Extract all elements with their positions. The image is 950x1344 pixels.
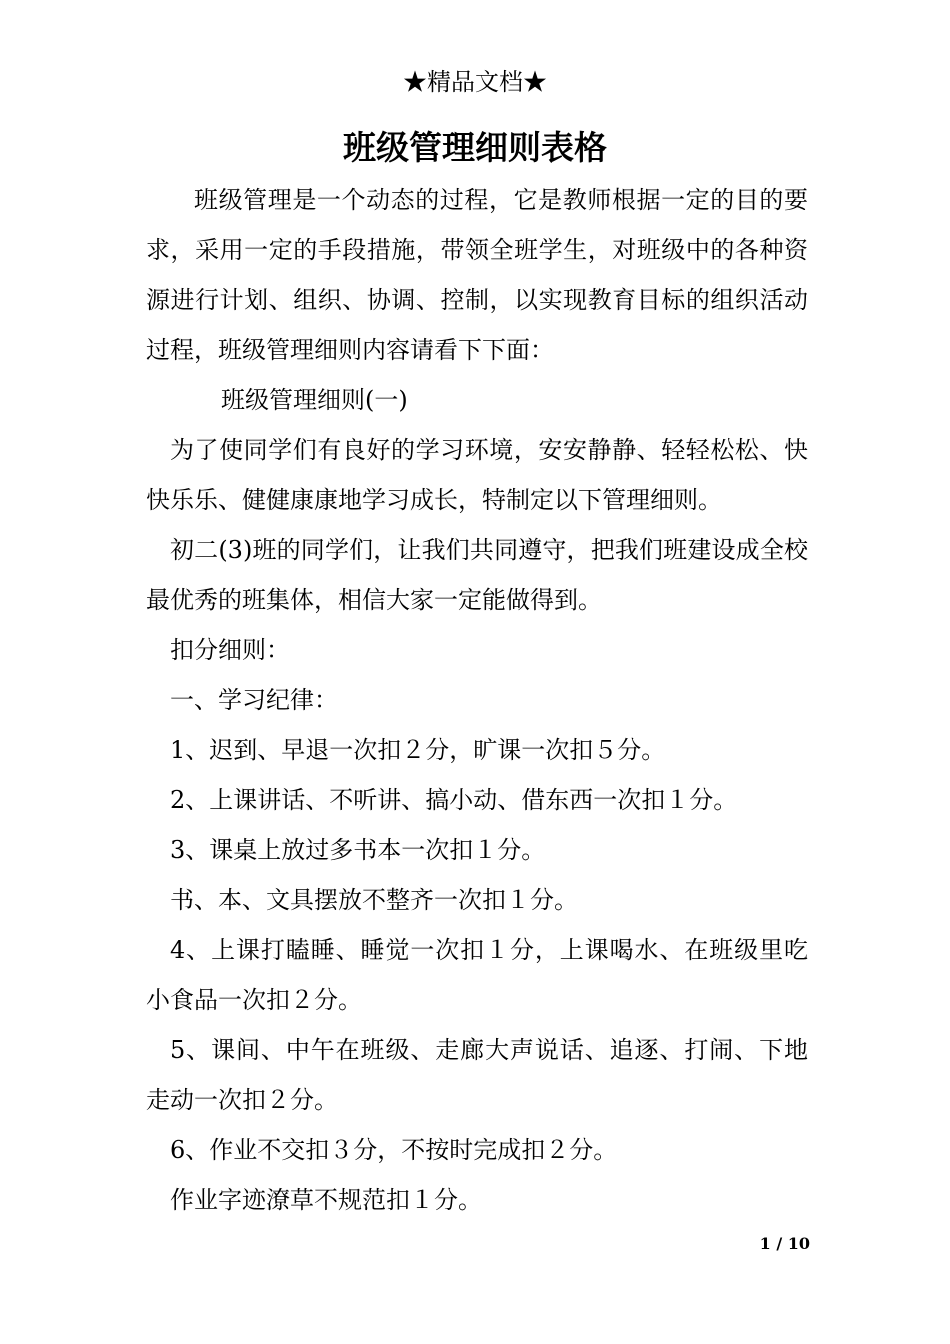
rule-item-5: 5、课间、中午在班级、走廊大声说话、追逐、打闹、下地走动一次扣２分。 — [146, 1036, 808, 1114]
rule-item-3: 3、课桌上放过多书本一次扣１分。 — [170, 836, 546, 864]
rule-item-1: 1、迟到、早退一次扣２分，旷课一次扣５分。 — [170, 736, 666, 764]
page-number: 1 / 10 — [759, 1234, 810, 1253]
header-banner: ★精品文档★ — [403, 68, 547, 96]
rule-item-6-supplement: 作业字迹潦草不规范扣１分。 — [170, 1186, 482, 1214]
document-title: 班级管理细则表格 — [343, 128, 607, 167]
rule-item-2: 2、上课讲话、不听讲、搞小动、借东西一次扣１分。 — [170, 786, 738, 814]
rule-item-6: 6、作业不交扣３分，不按时完成扣２分。 — [170, 1136, 618, 1164]
rule-item-4: 4、上课打瞌睡、睡觉一次扣１分，上课喝水、在班级里吃小食品一次扣２分。 — [146, 936, 808, 1014]
paragraph-class-appeal: 初二(3)班的同学们，让我们共同遵守，把我们班建设成全校最优秀的班集体，相信大家一定能做得到。 — [146, 536, 808, 614]
document-body — [146, 175, 808, 1225]
intro-paragraph: 班级管理是一个动态的过程，它是教师根据一定的目的要求，采用一定的手段措施，带领全班学生，对班级中的各种资源进行计划、组织、协调、控制，以实现教育目标的组织活动过程，班级管理细则内容请看下下面： — [146, 186, 808, 364]
deduction-rules-heading: 扣分细则： — [170, 636, 290, 664]
rule-item-3-supplement: 书、本、文具摆放不整齐一次扣１分。 — [170, 886, 578, 914]
section-heading: 班级管理细则(一) — [221, 386, 408, 414]
study-discipline-heading: 一、学习纪律： — [170, 686, 338, 714]
paragraph-purpose: 为了使同学们有良好的学习环境，安安静静、轻轻松松、快快乐乐、健健康康地学习成长，特制定以下管理细则。 — [146, 436, 808, 514]
